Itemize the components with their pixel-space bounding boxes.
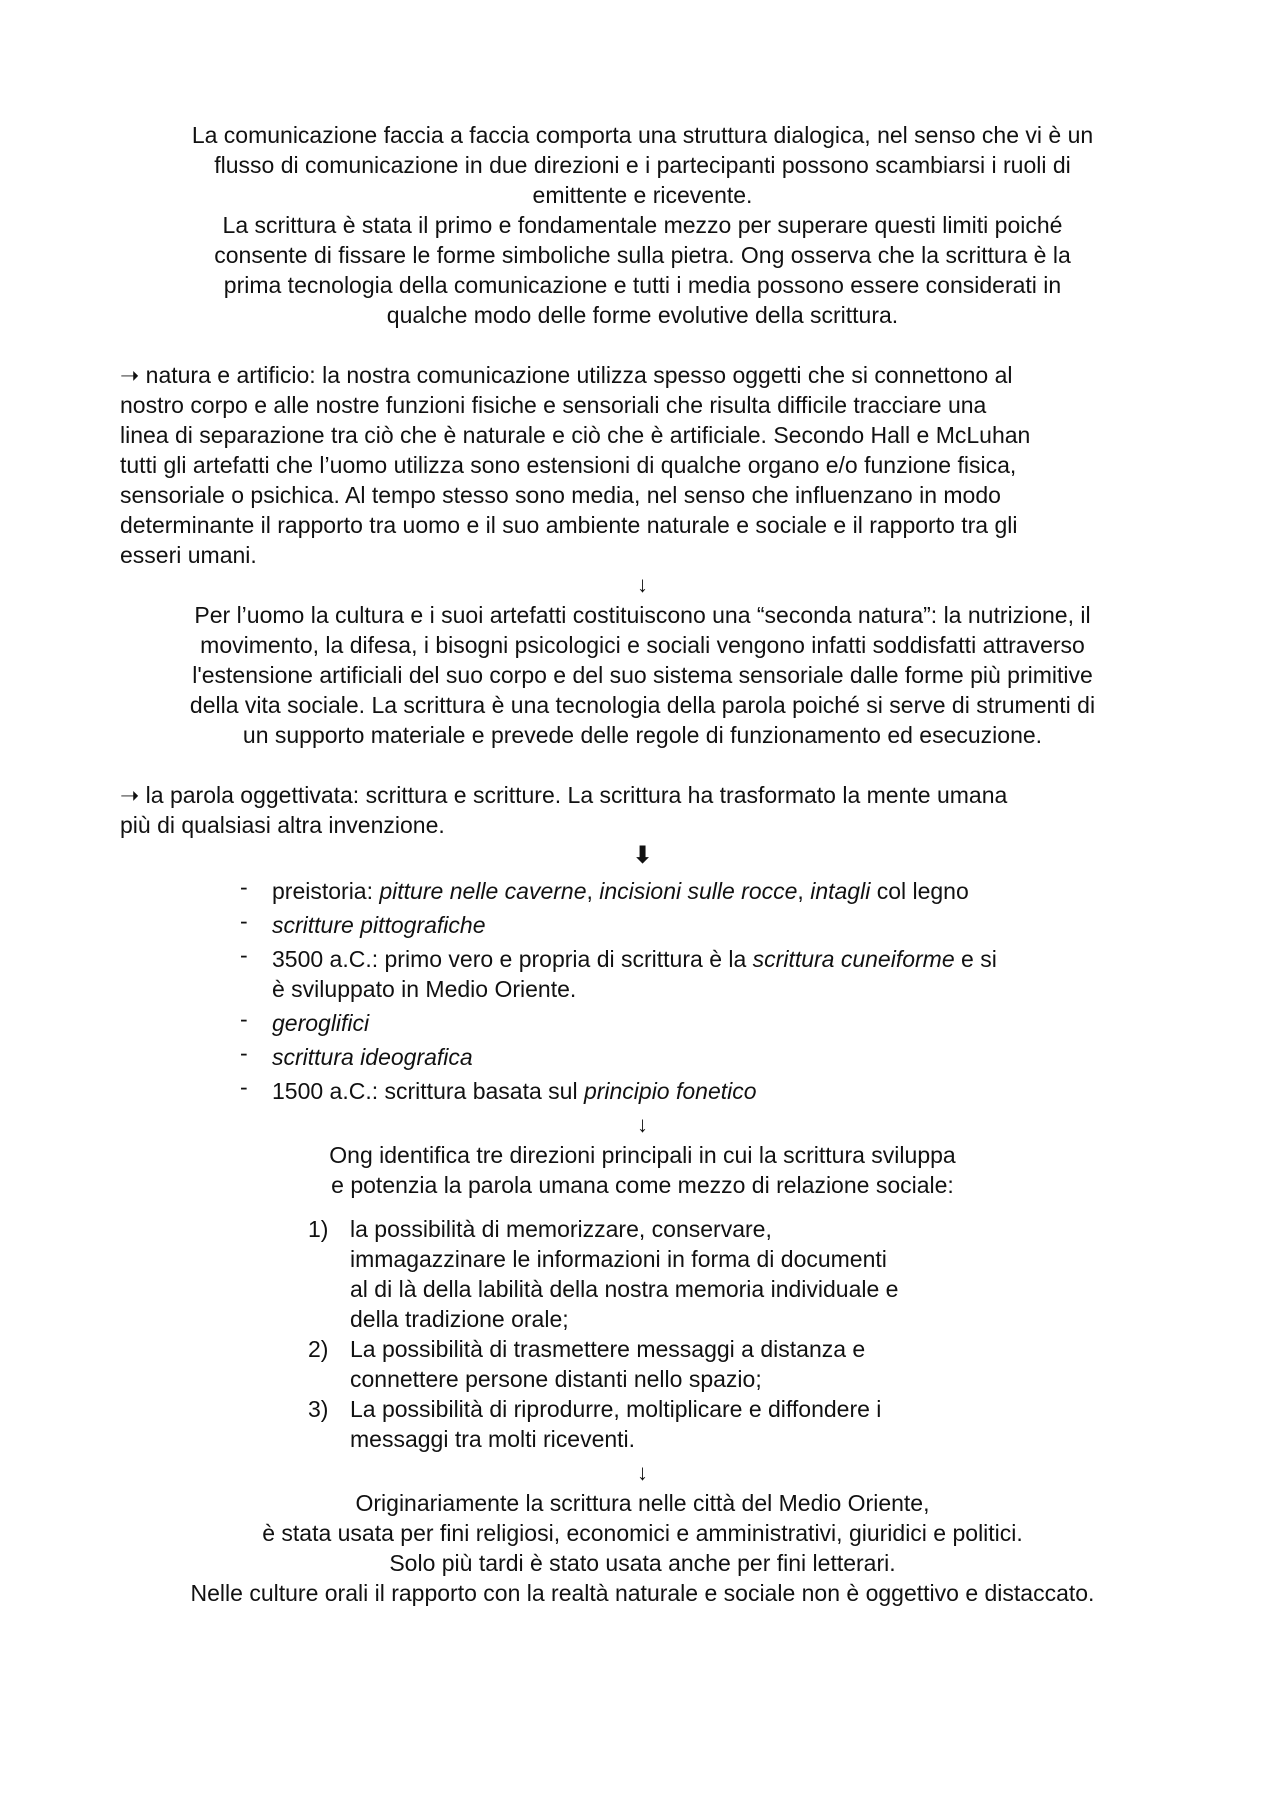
- list-item: [240, 1042, 1060, 1072]
- bold-down-arrow-icon: ⬇: [632, 842, 653, 869]
- dash-bullet: -: [240, 1040, 248, 1066]
- down-arrow-icon: ↓: [637, 572, 648, 597]
- text-line: sensoriale o psichica. Al tempo stesso sono media, nel senso che influenzano in modo: [120, 482, 1001, 508]
- italic-span: geroglifici: [272, 1010, 370, 1036]
- text-line: l'estensione artificiali del suo corpo e del suo sistema sensoriale dalle forme più primitive: [192, 662, 1093, 688]
- text-line: movimento, la difesa, i bisogni psicologici e sociali vengono infatti soddisfatti attraverso: [200, 632, 1085, 658]
- down-arrow-icon: ↓: [637, 1112, 648, 1137]
- down-arrow-icon: ↓: [637, 1460, 648, 1485]
- dash-bullet: -: [240, 874, 248, 900]
- text-line: tutti gli artefatti che l’uomo utilizza sono estensioni di qualche organo e/o funzione fisica,: [120, 452, 1017, 478]
- list-item: [240, 944, 1060, 1004]
- text-span: 1500 a.C.: scrittura basata sul: [272, 1078, 584, 1104]
- cultura-paragraph: [120, 600, 1165, 750]
- text-span: ,: [797, 878, 811, 904]
- italic-span: scrittura ideografica: [272, 1044, 473, 1070]
- text-line: [273, 1140, 1013, 1170]
- list-item: [308, 1394, 988, 1454]
- ong-name: Ong: [329, 1142, 373, 1168]
- text-span: preistoria:: [272, 878, 380, 904]
- closing-paragraph: [120, 1488, 1165, 1608]
- dash-bullet: -: [240, 908, 248, 934]
- list-item: [240, 1008, 1060, 1038]
- text-line: ➝ natura e artificio: la nostra comunicazione utilizza spesso oggetti che si connettono al: [120, 362, 1013, 388]
- list-number: 2): [308, 1336, 329, 1362]
- text-line: della tradizione orale;: [350, 1306, 569, 1332]
- list-item: [240, 910, 1060, 940]
- text-span: ,: [586, 878, 600, 904]
- text-line: consente di fissare le forme simboliche sulla pietra. Ong osserva che la scrittura è la: [214, 242, 1071, 268]
- list-item: [240, 1076, 1060, 1106]
- text-line: emittente e ricevente.: [532, 182, 753, 208]
- dash-bullet: -: [240, 942, 248, 968]
- writing-timeline-list: [240, 876, 1060, 1106]
- text-line: immagazzinare le informazioni in forma di documenti: [350, 1246, 887, 1272]
- italic-span: principio fonetico: [583, 1078, 757, 1104]
- text-line: flusso di comunicazione in due direzioni e i partecipanti possono scambiarsi i ruoli di: [214, 152, 1071, 178]
- text-line: messaggi tra molti riceventi.: [350, 1426, 636, 1452]
- italic-span: scrittura cuneiforme: [752, 946, 955, 972]
- text-line: un supporto materiale e prevede delle regole di funzionamento ed esecuzione.: [242, 722, 1043, 748]
- text-line: la possibilità di memorizzare, conservare,: [350, 1216, 772, 1242]
- text-line: prima tecnologia della comunicazione e tutti i media possono essere considerati in: [223, 272, 1062, 298]
- ong-paragraph: [273, 1140, 1013, 1200]
- list-item: [240, 876, 1060, 906]
- natura-paragraph: [120, 360, 1165, 570]
- directions-list: [308, 1214, 988, 1454]
- italic-span: incisioni sulle rocce: [599, 878, 798, 904]
- text-line: determinante il rapporto tra uomo e il suo ambiente naturale e sociale e il rapporto tra gli: [120, 512, 1018, 538]
- text-line: La possibilità di trasmettere messaggi a distanza e: [350, 1336, 866, 1362]
- list-number: 1): [308, 1216, 329, 1242]
- text-span: e si: [954, 946, 997, 972]
- text-line: Nelle culture orali il rapporto con la realtà naturale e sociale non è oggettivo e distaccato.: [190, 1580, 1095, 1606]
- text-line: La comunicazione faccia a faccia comporta una struttura dialogica, nel senso che vi è un: [191, 122, 1094, 148]
- text-line: Per l’uomo la cultura e i suoi artefatti costituiscono una “seconda natura”: la nutrizione, il: [194, 602, 1091, 628]
- text-line: La possibilità di riprodurre, moltiplicare e diffondere i: [350, 1396, 882, 1422]
- parola-paragraph: [120, 780, 1165, 840]
- italic-span: scritture pittografiche: [272, 912, 486, 938]
- text-line: qualche modo delle forme evolutive della scrittura.: [386, 302, 899, 328]
- text-span: è sviluppato in Medio Oriente.: [272, 976, 577, 1002]
- list-item: [308, 1334, 988, 1394]
- text-line: è stata usata per fini religiosi, economici e amministrativi, giuridici e politici.: [262, 1520, 1023, 1546]
- text-line: esseri umani.: [120, 542, 257, 568]
- text-line: ➝ la parola oggettivata: scrittura e scritture. La scrittura ha trasformato la mente umana: [120, 782, 1008, 808]
- text-line: più di qualsiasi altra invenzione.: [120, 812, 445, 838]
- dash-bullet: -: [240, 1074, 248, 1100]
- text-line: linea di separazione tra ciò che è naturale e ciò che è artificiale. Secondo Hall e McLuhan: [120, 422, 1031, 448]
- list-number: 3): [308, 1396, 329, 1422]
- text-line: La scrittura è stata il primo e fondamentale mezzo per superare questi limiti poiché: [222, 212, 1063, 238]
- text-line: della vita sociale. La scrittura è una tecnologia della parola poiché si serve di strumenti di: [189, 692, 1096, 718]
- text-line: nostro corpo e alle nostre funzioni fisiche e sensoriali che risulta difficile tracciare una: [120, 392, 987, 418]
- text-line: connettere persone distanti nello spazio;: [350, 1366, 762, 1392]
- text-line: Solo più tardi è stato usata anche per fini letterari.: [389, 1550, 896, 1576]
- intro-paragraph: [120, 120, 1165, 330]
- dash-bullet: -: [240, 1006, 248, 1032]
- italic-span: pitture nelle caverne: [379, 878, 587, 904]
- text-line: al di là della labilità della nostra memoria individuale e: [350, 1276, 899, 1302]
- italic-span: intagli: [810, 878, 871, 904]
- text-line: e potenzia la parola umana come mezzo di relazione sociale:: [331, 1172, 954, 1198]
- document-page: [120, 120, 1165, 1608]
- text-line: Originariamente la scrittura nelle città del Medio Oriente,: [355, 1490, 930, 1516]
- text-span: 3500 a.C.: primo vero e propria di scrittura è la: [272, 946, 753, 972]
- text-span: col legno: [870, 878, 969, 904]
- text-span: identifica tre direzioni principali in cui la scrittura sviluppa: [372, 1142, 956, 1168]
- list-item: [308, 1214, 988, 1334]
